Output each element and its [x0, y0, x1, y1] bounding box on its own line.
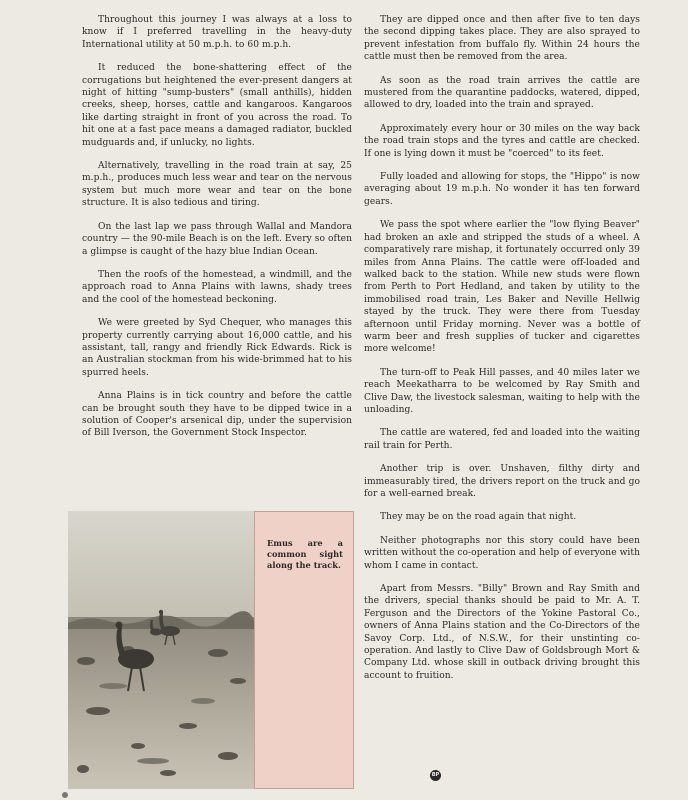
photo-caption: Emus are a common sight along the track. [267, 538, 343, 570]
emu-photo [68, 511, 254, 789]
paragraph: We were greeted by Syd Chequer, who manages this property currently carrying about 16,000 cattle, and his assistant, tall, rangy and friendly Rick Edwards. Rick is an Australian stockman from his wide-brimmed hat to his spurred heels. [82, 318, 352, 378]
paragraph: Apart from Messrs. "Billy" Brown and Ray Smith and the drivers, special thanks should be paid to Mr. A. T. Ferguson and the Directors of the Yokine Pastoral Co., owners of Anna Plains station and the Co-Directors of the Savoy Corp. Ltd., of N.S.W., for their unstinting co-operation. And lastly to Clive Daw of Goldsbrough Mort & Company Ltd. whose skill in outback driving brought this account to fruition. [364, 584, 640, 681]
paragraph: Throughout this journey I was always at a loss to know if I preferred travelling in the heavy-duty International utility at 50 m.p.h. to 60 m.p.h. [82, 15, 352, 50]
emu-photo-image [68, 511, 254, 789]
page-mark [62, 792, 68, 798]
paragraph: They may be on the road again that night. [380, 512, 577, 523]
paragraph: Fully loaded and allowing for stops, the "Hippo" is now averaging about 19 m.p.h. No wonder it has ten forward gears. [364, 172, 640, 207]
paragraph: They are dipped once and then after five to ten days the second dipping takes place. They are also sprayed to prevent infestation from buffalo fly. Within 24 hours the cattle must then be removed from the area. [364, 15, 640, 63]
right-text-column [364, 14, 640, 693]
photo-block [68, 511, 354, 789]
paragraph: On the last lap we pass through Wallal and Mandora country — the 90-mile Beach is on the left. Every so often a glimpse is caught of the hazy blue Indian Ocean. [82, 221, 352, 257]
paragraph: Anna Plains is in tick country and before the cattle can be brought south they have to be dipped twice in a solution of Cooper's arsenical dip, under the supervision of Bill Iverson, the Government Stock Inspector. [82, 391, 352, 439]
paragraph: Neither photographs nor this story could have been written without the co-operation and help of everyone with whom I came in contact. [364, 535, 640, 571]
caption-box [254, 511, 354, 789]
paragraph: The cattle are watered, fed and loaded into the waiting rail train for Perth. [364, 428, 640, 451]
paragraph: Another trip is over. Unshaven, filthy dirty and immeasurably tired, the drivers report on the truck and go for a well-earned break. [364, 464, 640, 499]
bp-logo-icon: BP [430, 770, 441, 781]
paragraph: The turn-off to Peak Hill passes, and 40 miles later we reach Meekatharra to be welcomed by Ray Smith and Clive Daw, the livestock salesman, waiting to help with the unloading. [364, 367, 640, 415]
paragraph: Alternatively, travelling in the road train at say, 25 m.p.h., produces much less wear and tear on the nervous system but much more wear and tear on the bone structure. It is also tedious and tiring. [82, 161, 352, 209]
paragraph: As soon as the road train arrives the cattle are mustered from the quarantine paddocks, watered, dipped, allowed to dry, loaded into the train and sprayed. [364, 75, 640, 111]
paragraph: We pass the spot where earlier the "low flying Beaver" had broken an axle and stripped the studs of a wheel. A comparatively rare mishap, it fortunately occurred only 39 miles from Anna Plains. The cattle were off-loaded and walked back to the station. While new studs were flown from Perth to Port Hedland, and taken by utility to the immobilised road train, Les Baker and Neville Hellwig stayed by the truck. They were there from Tuesday afternoon until Friday morning. Never was a bottle of warm beer and fresh supplies of tucker and cigarettes more welcome! [364, 220, 640, 355]
paragraph: It reduced the bone-shattering effect of the corrugations but heightened the ever-present dangers at night of hitting "sump-busters" (small anthills), hidden creeks, sheep, horses, cattle and kangaroos. Kangaroos like darting straight in front of you across the road. To hit one at a fast pace means a damaged radiator, buckled mudguards and, if unlucky, no lights. [82, 63, 352, 148]
paragraph: Approximately every hour or 30 miles on the way back the road train stops and the tyres and cattle are checked. If one is lying down it must be "coerced" to its feet. [364, 123, 640, 159]
paragraph: Then the roofs of the homestead, a windmill, and the approach road to Anna Plains with lawns, shady trees and the cool of the homestead beckoning. [82, 269, 352, 305]
left-text-column [82, 14, 352, 451]
